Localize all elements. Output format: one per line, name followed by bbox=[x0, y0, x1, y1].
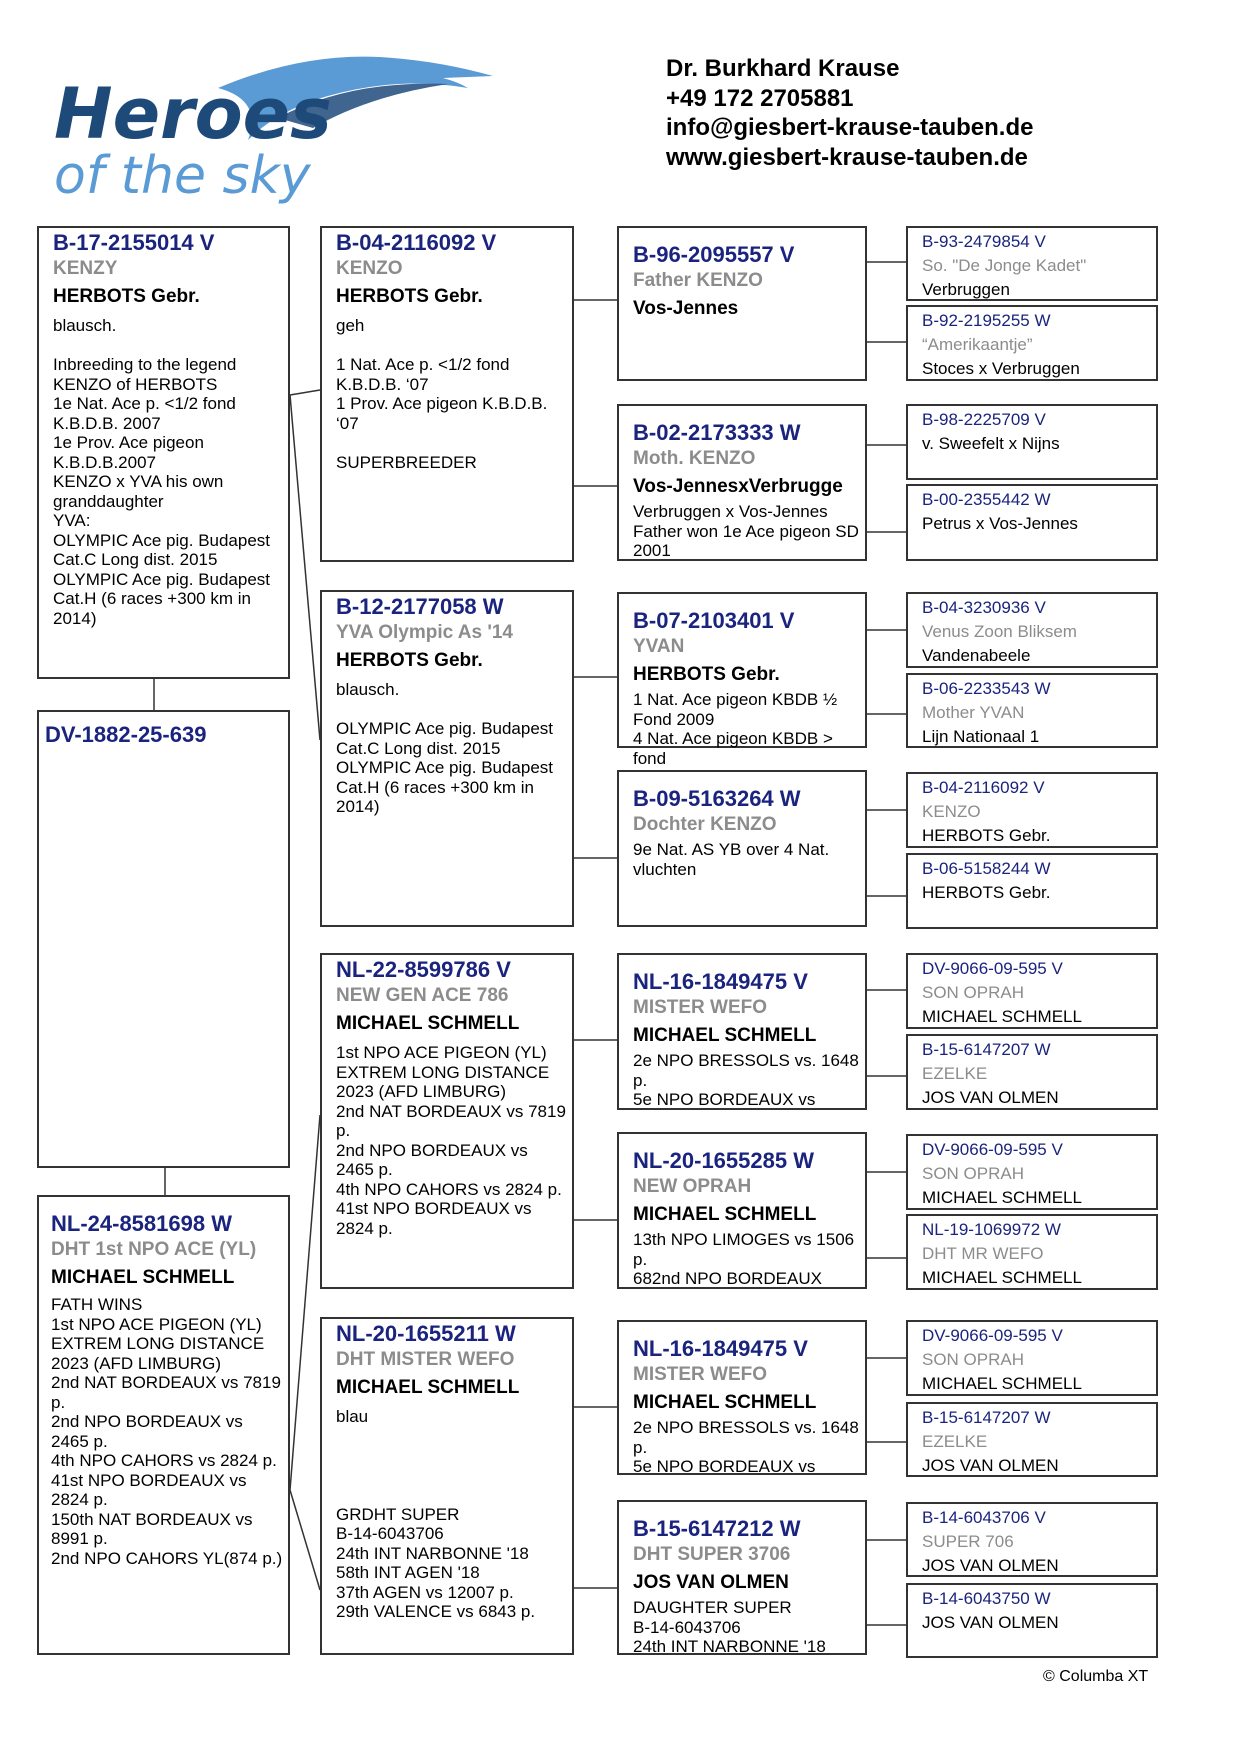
gen3-ring: NL-16-1849475 V bbox=[633, 969, 808, 994]
gen4-ring: DV-9066-09-595 V bbox=[922, 1326, 1063, 1345]
gen2-ring: NL-22-8599786 V bbox=[336, 957, 511, 982]
dam-description: FATH WINS 1st NPO ACE PIGEON (YL) EXTREM LONG DISTANCE 2023 (AFD LIMBURG) 2nd NAT BORDEAUX vs 7819 p. 2nd NPO BORDEAUX vs 2465 p. 4th NPO CAHORS vs 2824 p. 41st NPO BORDEAUX vs 2824 p. 150th NAT BORDEAUX vs 8991 p. 2nd NPO CAHORS YL(874 p.) bbox=[51, 1295, 283, 1568]
gen3-ring: B-02-2173333 W bbox=[633, 420, 801, 445]
gen2-breeder: MICHAEL SCHMELL bbox=[336, 1013, 520, 1034]
gen4-ring: B-93-2479854 V bbox=[922, 232, 1046, 251]
gen4-ring: B-06-2233543 W bbox=[922, 679, 1051, 698]
copyright: © Columba XT bbox=[1043, 1668, 1149, 1685]
dam-breeder: MICHAEL SCHMELL bbox=[51, 1267, 235, 1288]
gen4-ring: B-15-6147207 W bbox=[922, 1040, 1051, 1059]
contact-name: Dr. Burkhard Krause bbox=[666, 55, 900, 82]
gen2-description: 1st NPO ACE PIGEON (YL) EXTREM LONG DISTANCE 2023 (AFD LIMBURG) 2nd NAT BORDEAUX vs 7819 p. 2nd NPO BORDEAUX vs 2465 p. 4th NPO CAHORS vs 2824 p. 41st NPO BORDEAUX vs 2824 p. bbox=[336, 1043, 566, 1238]
gen4-ring: B-04-3230936 V bbox=[922, 598, 1046, 617]
dam-box[interactable] bbox=[37, 1195, 290, 1655]
gen4-name: KENZO bbox=[922, 802, 981, 821]
gen4-ring: DV-9066-09-595 V bbox=[922, 959, 1063, 978]
logo-line1: Heroes bbox=[54, 73, 332, 155]
gen4-breeder: MICHAEL SCHMELL bbox=[922, 1188, 1082, 1207]
gen4-breeder: Petrus x Vos-Jennes bbox=[922, 514, 1078, 533]
gen4-ring: B-00-2355442 W bbox=[922, 490, 1051, 509]
sire-name: KENZY bbox=[53, 258, 118, 279]
gen4-box-4[interactable] bbox=[906, 484, 1158, 561]
gen4-name: DHT MR WEFO bbox=[922, 1244, 1044, 1263]
gen4-box-16[interactable] bbox=[906, 1583, 1158, 1658]
gen4-breeder: v. Sweefelt x Nijns bbox=[922, 434, 1060, 453]
gen4-ring: B-04-2116092 V bbox=[922, 778, 1045, 797]
gen4-box-14[interactable] bbox=[906, 1402, 1158, 1477]
gen4-breeder: HERBOTS Gebr. bbox=[922, 883, 1051, 902]
gen3-description: 2e NPO BRESSOLS vs. 1648 p. 5e NPO BORDEAUX vs bbox=[633, 1418, 859, 1476]
gen4-box-1[interactable] bbox=[906, 226, 1158, 301]
gen3-box-5[interactable] bbox=[617, 953, 867, 1110]
gen3-ring: B-09-5163264 W bbox=[633, 786, 801, 811]
gen2-description: blau GRDHT SUPER B-14-6043706 24th INT NARBONNE '18 58th INT AGEN '18 37th AGEN vs 12007 p. 29th VALENCE vs 6843 p. bbox=[336, 1407, 536, 1621]
gen4-ring: B-98-2225709 V bbox=[922, 410, 1046, 429]
gen2-breeder: HERBOTS Gebr. bbox=[336, 650, 483, 671]
sire-breeder: HERBOTS Gebr. bbox=[53, 286, 200, 307]
gen4-name: SUPER 706 bbox=[922, 1532, 1014, 1551]
gen3-name: DHT SUPER 3706 bbox=[633, 1544, 791, 1565]
gen2-name: KENZO bbox=[336, 258, 403, 279]
gen3-box-1[interactable] bbox=[617, 226, 867, 381]
gen2-name: YVA Olympic As '14 bbox=[336, 622, 513, 643]
subject-ring: DV-1882-25-639 bbox=[45, 722, 207, 747]
gen3-box-2[interactable] bbox=[617, 404, 867, 561]
gen3-box-4[interactable] bbox=[617, 770, 867, 927]
gen3-breeder: Vos-Jennes bbox=[633, 298, 739, 319]
gen4-box-7[interactable] bbox=[906, 772, 1158, 848]
gen4-box-2[interactable] bbox=[906, 305, 1158, 381]
gen4-name: Venus Zoon Bliksem bbox=[922, 622, 1077, 641]
gen3-description: 13th NPO LIMOGES vs 1506 p. 682nd NPO BORDEAUX bbox=[633, 1230, 855, 1288]
gen4-breeder: JOS VAN OLMEN bbox=[922, 1088, 1059, 1107]
gen4-name: Mother YVAN bbox=[922, 703, 1025, 722]
gen4-name: EZELKE bbox=[922, 1432, 988, 1451]
dam-name: DHT 1st NPO ACE (YL) bbox=[51, 1239, 257, 1260]
gen4-breeder: Verbruggen bbox=[922, 280, 1010, 299]
gen2-description: blausch. OLYMPIC Ace pig. Budapest Cat.C Long dist. 2015 OLYMPIC Ace pig. Budapest Cat.H (6 races +300 km in 2014) bbox=[336, 680, 554, 816]
gen2-breeder: HERBOTS Gebr. bbox=[336, 286, 483, 307]
gen4-name: “Amerikaantje” bbox=[922, 335, 1033, 354]
gen3-breeder: Vos-JennesxVerbrugge bbox=[633, 476, 843, 497]
sire-ring: B-17-2155014 V bbox=[53, 230, 215, 255]
gen4-name: EZELKE bbox=[922, 1064, 988, 1083]
gen4-breeder: Stoces x Verbruggen bbox=[922, 359, 1080, 378]
gen3-ring: B-96-2095557 V bbox=[633, 242, 795, 267]
logo-line2: of the sky bbox=[54, 146, 311, 206]
gen4-breeder: JOS VAN OLMEN bbox=[922, 1613, 1059, 1632]
gen2-ring: B-12-2177058 W bbox=[336, 594, 504, 619]
sire-description: blausch. Inbreeding to the legend KENZO of HERBOTS 1e Nat. Ace p. <1/2 fond K.B.D.B. 2007 1e Prov. Ace pigeon K.B.D.B.2007 KENZO x YVA his own granddaughter YVA: OLYMPIC Ace pig. Budapest Cat.C Long dist. 2015 OLYMPIC Ace pig. Budapest Cat.H (6 races +300 km in 2014) bbox=[53, 316, 271, 628]
gen2-box-2[interactable] bbox=[320, 590, 574, 927]
gen2-box-4[interactable] bbox=[320, 1317, 574, 1655]
gen2-description: geh 1 Nat. Ace p. <1/2 fond K.B.D.B. ‘07 1 Prov. Ace pigeon K.B.D.B. ‘07 SUPERBREEDER bbox=[336, 316, 548, 472]
gen4-ring: B-06-5158244 W bbox=[922, 859, 1051, 878]
gen4-box-9[interactable] bbox=[906, 953, 1158, 1029]
contact-phone: +49 172 2705881 bbox=[666, 84, 854, 112]
gen3-breeder: HERBOTS Gebr. bbox=[633, 664, 780, 685]
gen3-ring: B-07-2103401 V bbox=[633, 608, 795, 633]
gen3-name: YVAN bbox=[633, 636, 685, 657]
gen4-box-5[interactable] bbox=[906, 592, 1158, 668]
gen3-breeder: MICHAEL SCHMELL bbox=[633, 1025, 817, 1046]
gen4-breeder: Lijn Nationaal 1 bbox=[922, 727, 1040, 746]
gen3-description: 1 Nat. Ace pigeon KBDB ½ Fond 2009 4 Nat. Ace pigeon KBDB > fond bbox=[633, 690, 838, 768]
gen4-breeder: Vandenabeele bbox=[922, 646, 1031, 665]
gen4-breeder: MICHAEL SCHMELL bbox=[922, 1268, 1082, 1287]
gen4-breeder: JOS VAN OLMEN bbox=[922, 1556, 1059, 1575]
dam-ring: NL-24-8581698 W bbox=[51, 1211, 232, 1236]
gen3-name: NEW OPRAH bbox=[633, 1176, 752, 1197]
gen3-name: MISTER WEFO bbox=[633, 997, 768, 1018]
gen3-name: Dochter KENZO bbox=[633, 814, 777, 835]
gen3-breeder: JOS VAN OLMEN bbox=[633, 1572, 789, 1593]
gen3-breeder: MICHAEL SCHMELL bbox=[633, 1392, 817, 1413]
gen2-breeder: MICHAEL SCHMELL bbox=[336, 1377, 520, 1398]
subject-box[interactable] bbox=[37, 710, 290, 1168]
gen2-ring: NL-20-1655211 W bbox=[336, 1321, 516, 1346]
gen3-box-7[interactable] bbox=[617, 1320, 867, 1475]
gen4-ring: B-14-6043706 V bbox=[922, 1508, 1046, 1527]
gen3-box-3[interactable] bbox=[617, 592, 867, 768]
gen3-breeder: MICHAEL SCHMELL bbox=[633, 1204, 817, 1225]
gen4-ring: B-92-2195255 W bbox=[922, 311, 1051, 330]
contact-email[interactable]: info@giesbert-krause-tauben.de bbox=[666, 114, 1034, 141]
gen4-box-8[interactable] bbox=[906, 853, 1158, 929]
gen3-name: MISTER WEFO bbox=[633, 1364, 768, 1385]
gen4-name: SON OPRAH bbox=[922, 1350, 1025, 1369]
gen3-description: Verbruggen x Vos-Jennes Father won 1e Ace pigeon SD 2001 bbox=[633, 502, 859, 560]
gen2-box-1[interactable] bbox=[320, 226, 574, 562]
gen4-box-3[interactable] bbox=[906, 404, 1158, 480]
gen3-name: Moth. KENZO bbox=[633, 448, 756, 469]
gen4-box-6[interactable] bbox=[906, 673, 1158, 748]
gen4-breeder: JOS VAN OLMEN bbox=[922, 1456, 1059, 1475]
gen2-ring: B-04-2116092 V bbox=[336, 230, 497, 255]
gen4-name: SON OPRAH bbox=[922, 1164, 1025, 1183]
gen3-ring: B-15-6147212 W bbox=[633, 1516, 801, 1541]
gen4-box-13[interactable] bbox=[906, 1320, 1158, 1396]
gen4-ring: B-15-6147207 W bbox=[922, 1408, 1051, 1427]
gen3-box-8[interactable] bbox=[617, 1500, 867, 1655]
gen4-box-12[interactable] bbox=[906, 1214, 1158, 1290]
gen3-ring: NL-20-1655285 W bbox=[633, 1148, 814, 1173]
gen4-breeder: MICHAEL SCHMELL bbox=[922, 1374, 1082, 1393]
gen4-box-11[interactable] bbox=[906, 1134, 1158, 1210]
gen4-ring: DV-9066-09-595 V bbox=[922, 1140, 1063, 1159]
gen3-description: 9e Nat. AS YB over 4 Nat. vluchten bbox=[633, 840, 834, 879]
gen4-box-10[interactable] bbox=[906, 1034, 1158, 1110]
contact-website[interactable]: www.giesbert-krause-tauben.de bbox=[666, 143, 1028, 171]
gen2-name: DHT MISTER WEFO bbox=[336, 1349, 515, 1370]
gen2-box-3[interactable] bbox=[320, 953, 574, 1289]
gen4-ring: NL-19-1069972 W bbox=[922, 1220, 1061, 1239]
gen4-ring: B-14-6043750 W bbox=[922, 1589, 1051, 1608]
gen4-name: So. "De Jonge Kadet" bbox=[922, 256, 1087, 275]
gen3-ring: NL-16-1849475 V bbox=[633, 1336, 808, 1361]
gen3-box-6[interactable] bbox=[617, 1132, 867, 1289]
gen3-description: DAUGHTER SUPER B-14-6043706 24th INT NARBONNE '18 bbox=[633, 1598, 826, 1656]
sire-box[interactable] bbox=[37, 226, 290, 679]
gen4-breeder: MICHAEL SCHMELL bbox=[922, 1007, 1082, 1026]
gen3-description: 2e NPO BRESSOLS vs. 1648 p. 5e NPO BORDEAUX vs bbox=[633, 1051, 859, 1109]
gen4-breeder: HERBOTS Gebr. bbox=[922, 826, 1051, 845]
gen3-name: Father KENZO bbox=[633, 270, 763, 291]
gen2-name: NEW GEN ACE 786 bbox=[336, 985, 509, 1006]
gen4-box-15[interactable] bbox=[906, 1502, 1158, 1577]
gen4-name: SON OPRAH bbox=[922, 983, 1025, 1002]
